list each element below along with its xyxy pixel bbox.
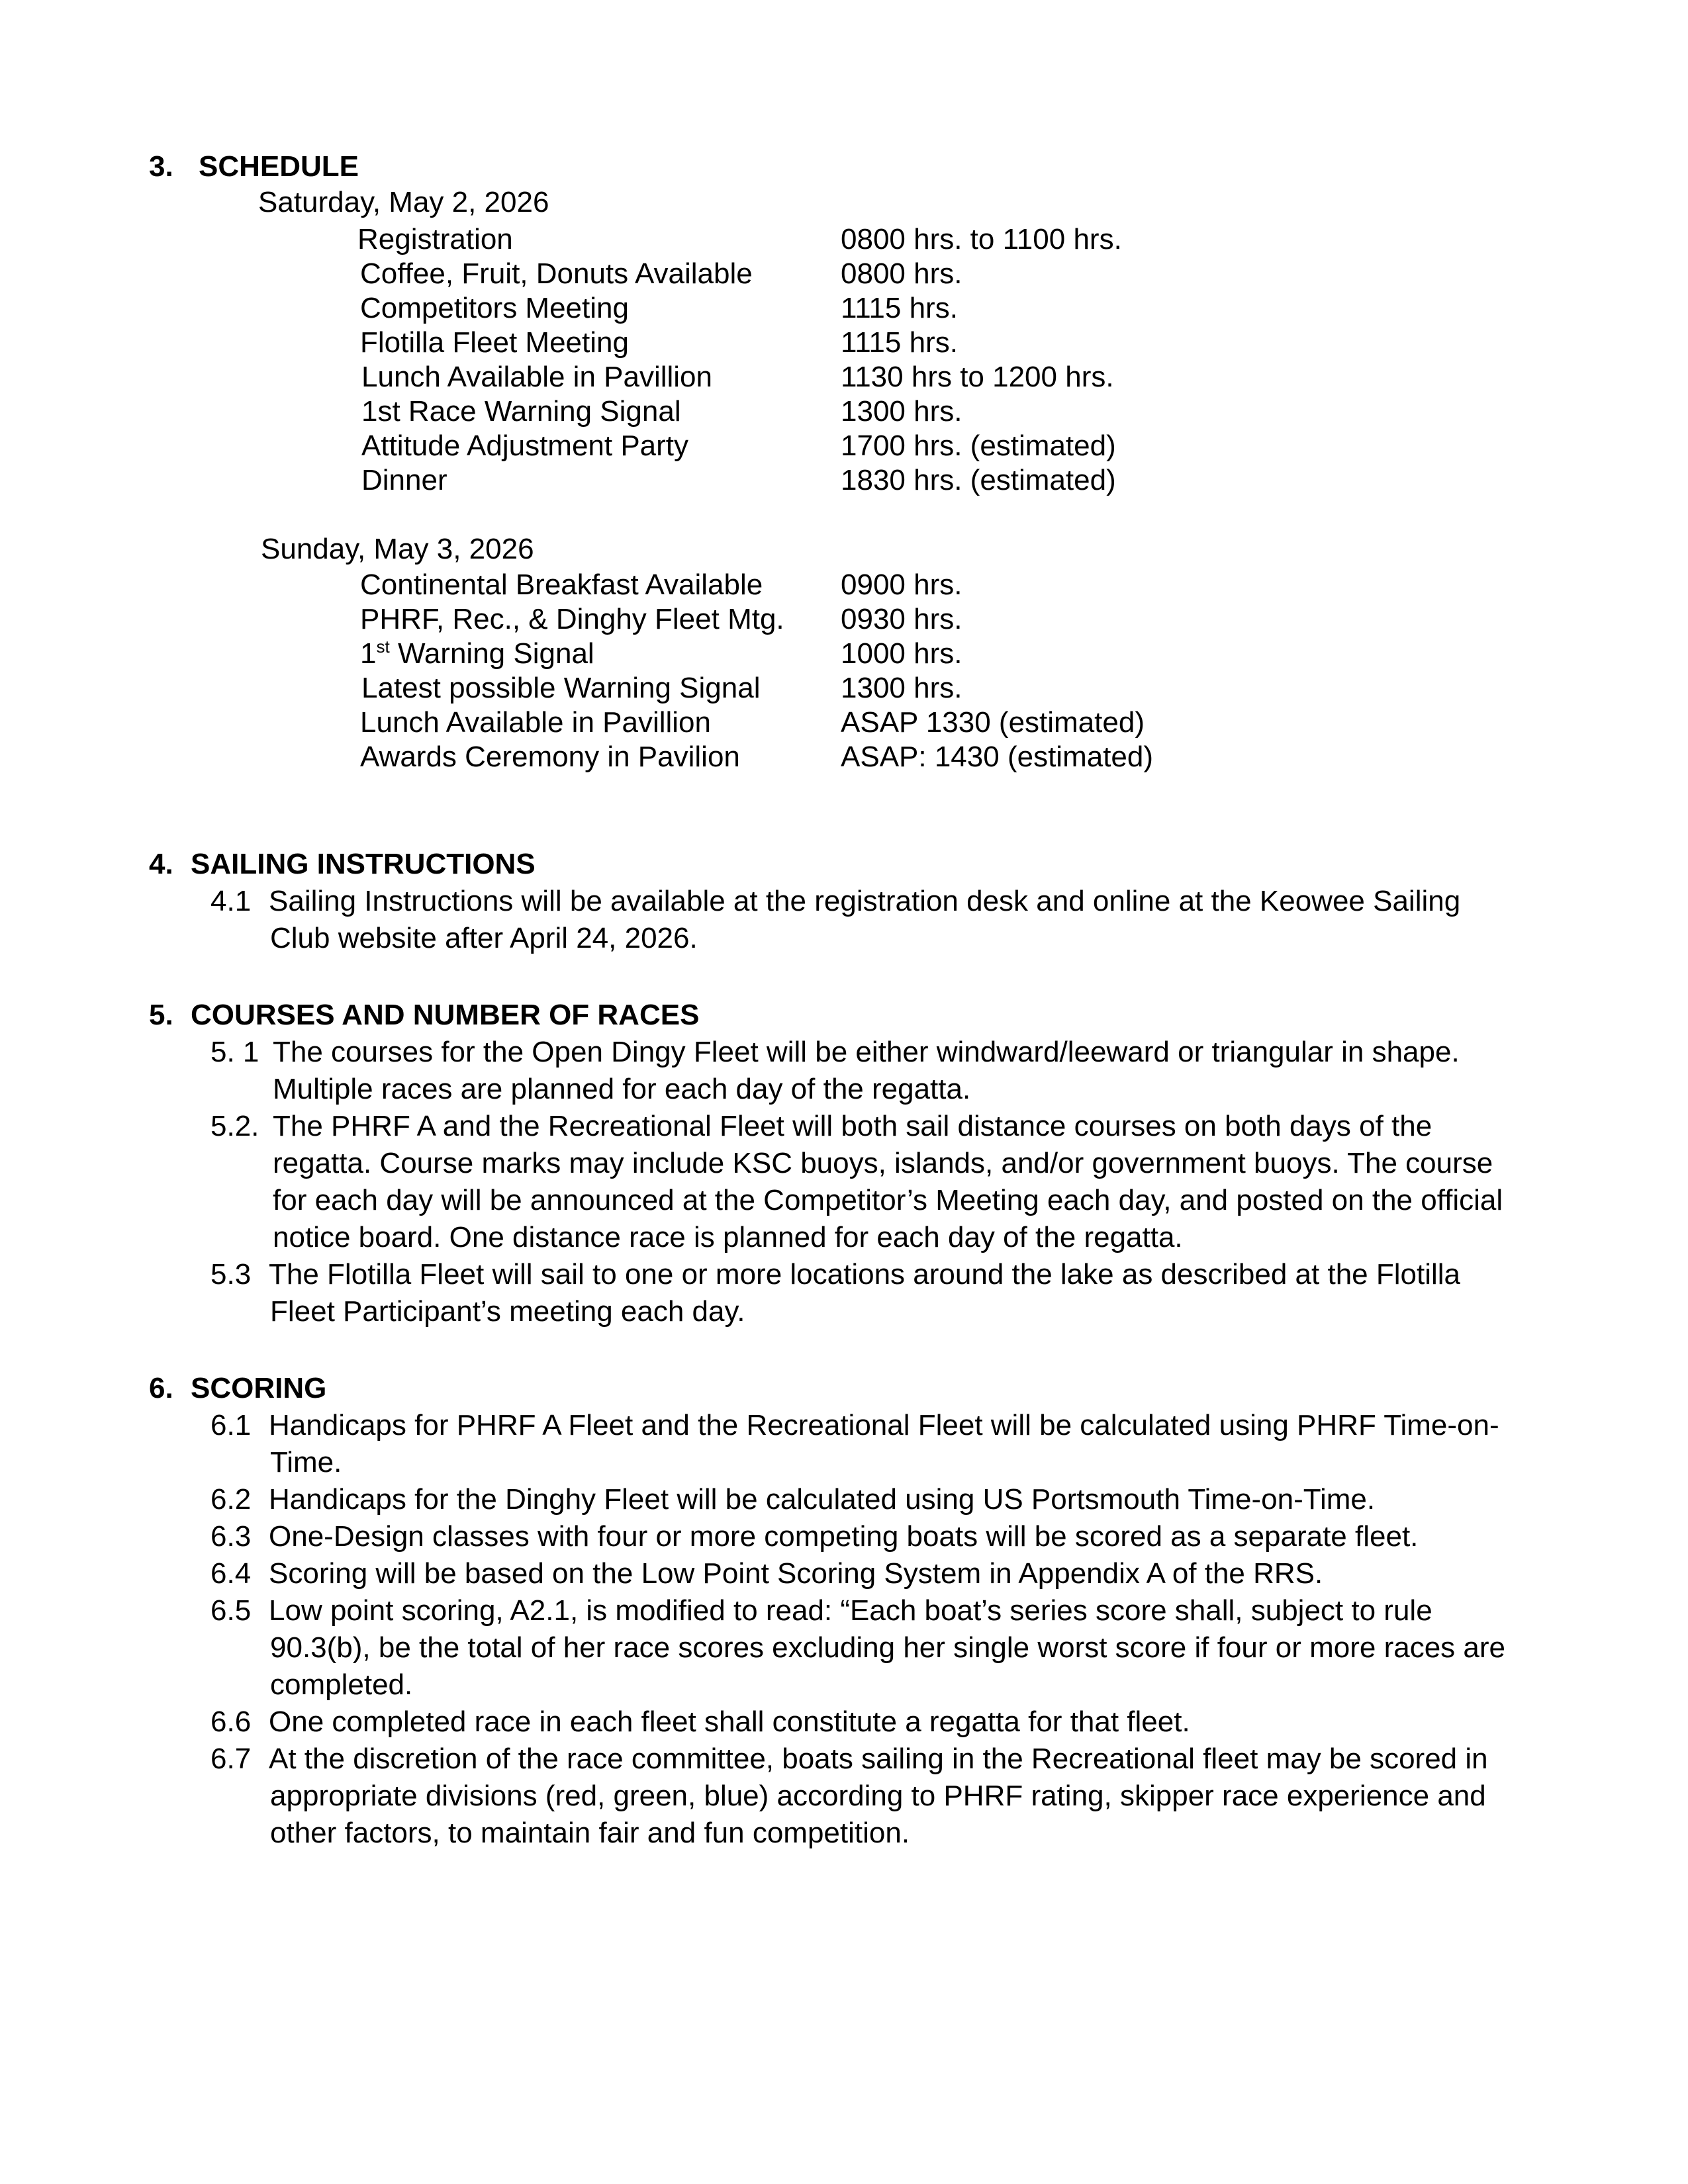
item-line: The courses for the Open Dingy Fleet will be either windward/leeward or triangular in shape. [273, 1036, 1460, 1068]
schedule-event-time: 0800 hrs. to 1100 hrs. [841, 223, 1122, 255]
item-line: Low point scoring, A2.1, is modified to read: “Each boat’s series score shall, subject to rule [269, 1594, 1432, 1627]
section-5-title: COURSES AND NUMBER OF RACES [191, 999, 700, 1031]
section-6-title: SCORING [191, 1372, 327, 1404]
item-line: The PHRF A and the Recreational Fleet will both sail distance courses on both days of the [273, 1110, 1432, 1142]
schedule-event-name: Dinner [361, 464, 447, 496]
item-line: other factors, to maintain fair and fun competition. [270, 1817, 910, 1849]
schedule-event-name: Lunch Available in Pavillion [360, 706, 711, 739]
schedule-event-name: PHRF, Rec., & Dinghy Fleet Mtg. [360, 603, 784, 635]
item-line: Scoring will be based on the Low Point Scoring System in Appendix A of the RRS. [269, 1557, 1323, 1590]
item-line: regatta. Course marks may include KSC buoys, islands, and/or government buoys. The course [273, 1147, 1493, 1179]
schedule-event-name: Attitude Adjustment Party [361, 430, 689, 462]
schedule-event-time: 1300 hrs. [841, 672, 962, 704]
item-line: for each day will be announced at the Competitor’s Meeting each day, and posted on the official [273, 1184, 1503, 1216]
schedule-event-name: Awards Ceremony in Pavilion [360, 741, 740, 773]
item-number: 6.5 [211, 1594, 252, 1627]
item-line: Fleet Participant’s meeting each day. [270, 1295, 745, 1328]
schedule-day-sunday: Sunday, May 3, 2026 [261, 533, 534, 565]
schedule-event-name: Continental Breakfast Available [360, 569, 763, 601]
schedule-event-time: 1830 hrs. (estimated) [841, 464, 1116, 496]
section-6-number: 6. [149, 1372, 173, 1404]
item-number: 6.2 [211, 1483, 252, 1516]
schedule-event-name: Lunch Available in Pavillion [361, 361, 712, 393]
item-line: notice board. One distance race is planned for each day of the regatta. [273, 1221, 1183, 1253]
ordinal-suffix: st [376, 637, 390, 657]
item-line: Time. [270, 1446, 342, 1479]
item-number: 5.3 [211, 1258, 252, 1291]
item-number: 6.7 [211, 1743, 252, 1775]
schedule-event-time: 1130 hrs to 1200 hrs. [841, 361, 1114, 393]
item-number: 6.4 [211, 1557, 252, 1590]
item-line: Handicaps for PHRF A Fleet and the Recreational Fleet will be calculated using PHRF Time-on- [269, 1409, 1499, 1441]
item-line: appropriate divisions (red, green, blue) according to PHRF rating, skipper race experience and [270, 1780, 1486, 1812]
item-number: 5. 1 [211, 1036, 259, 1068]
item-line: Handicaps for the Dinghy Fleet will be calculated using US Portsmouth Time-on-Time. [269, 1483, 1376, 1516]
schedule-event-time: ASAP 1330 (estimated) [841, 706, 1145, 739]
schedule-event-name: 1st Race Warning Signal [361, 395, 681, 428]
item-line: The Flotilla Fleet will sail to one or more locations around the lake as described at the Flotilla [269, 1258, 1461, 1291]
item-number: 5.2. [211, 1110, 259, 1142]
schedule-event-time: 1700 hrs. (estimated) [841, 430, 1116, 462]
section-4-title: SAILING INSTRUCTIONS [191, 848, 536, 880]
item-line: One completed race in each fleet shall constitute a regatta for that fleet. [269, 1706, 1190, 1738]
section-5-number: 5. [149, 999, 173, 1031]
schedule-event-name: Coffee, Fruit, Donuts Available [360, 257, 753, 290]
event-name-text: Warning Signal [389, 637, 594, 670]
item-line: One-Design classes with four or more competing boats will be scored as a separate fleet. [269, 1520, 1419, 1553]
schedule-event-time: 1300 hrs. [841, 395, 962, 428]
schedule-event-time: 0930 hrs. [841, 603, 962, 635]
item-line: Multiple races are planned for each day of the regatta. [273, 1073, 971, 1105]
section-3-title: SCHEDULE [199, 150, 359, 183]
item-number: 6.6 [211, 1706, 252, 1738]
schedule-event-time: ASAP: 1430 (estimated) [841, 741, 1154, 773]
section-3-number: 3. [149, 150, 173, 183]
item-line: Sailing Instructions will be available at the registration desk and online at the Keowee Sailing [269, 885, 1461, 917]
item-line: Club website after April 24, 2026. [270, 922, 698, 954]
schedule-event-name: Registration [357, 223, 513, 255]
item-line: 90.3(b), be the total of her race scores excluding her single worst score if four or more races are [270, 1631, 1505, 1664]
item-line: completed. [270, 1668, 413, 1701]
schedule-event-name: Flotilla Fleet Meeting [360, 326, 629, 359]
item-number: 6.1 [211, 1409, 252, 1441]
schedule-event-time: 1000 hrs. [841, 637, 962, 670]
schedule-event-time: 1115 hrs. [841, 292, 958, 324]
ordinal-number: 1 [360, 637, 377, 670]
item-line: At the discretion of the race committee, boats sailing in the Recreational fleet may be scored in [269, 1743, 1488, 1775]
item-number: 6.3 [211, 1520, 252, 1553]
schedule-day-saturday: Saturday, May 2, 2026 [258, 186, 549, 218]
schedule-event-name: Latest possible Warning Signal [361, 672, 761, 704]
schedule-event-name: Competitors Meeting [360, 292, 629, 324]
schedule-event-time: 1115 hrs. [841, 326, 958, 359]
schedule-event-name [360, 637, 594, 671]
section-4-number: 4. [149, 848, 173, 880]
item-number: 4.1 [211, 885, 252, 917]
schedule-event-time: 0900 hrs. [841, 569, 962, 601]
schedule-event-time: 0800 hrs. [841, 257, 962, 290]
